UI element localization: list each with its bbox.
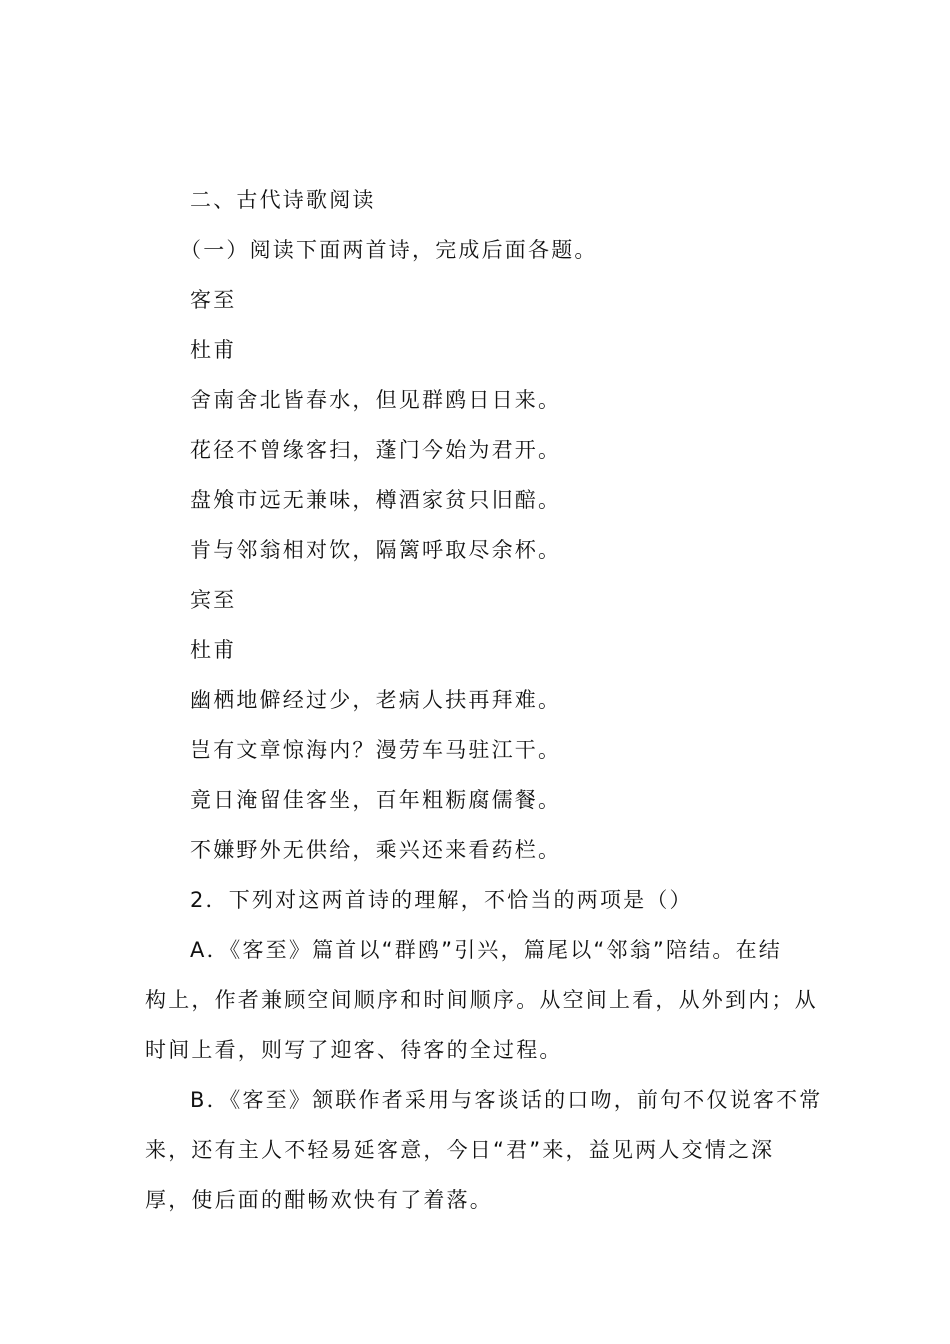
option-a-line: 构上，作者兼顾空间顺序和时间顺序。从空间上看，从外到内；从 bbox=[145, 988, 818, 1012]
option-a-line: A．《客至》篇首以“群鸥”引兴，篇尾以“邻翁”陪结。在结 bbox=[190, 938, 782, 962]
poem1-line: 肯与邻翁相对饮，隔篱呼取尽余杯。 bbox=[190, 538, 562, 562]
poem1-line: 花径不曾缘客扫，蓬门今始为君开。 bbox=[190, 438, 562, 462]
poem2-line: 竟日淹留佳客坐，百年粗粝腐儒餐。 bbox=[190, 788, 562, 812]
poem2-author: 杜甫 bbox=[190, 638, 237, 662]
poem2-line: 不嫌野外无供给，乘兴还来看药栏。 bbox=[190, 838, 562, 862]
poem1-title: 客至 bbox=[190, 288, 237, 312]
question-stem: 2．下列对这两首诗的理解，不恰当的两项是（） bbox=[190, 888, 693, 912]
option-b-line: B．《客至》颔联作者采用与客谈话的口吻，前句不仅说客不常 bbox=[190, 1088, 823, 1112]
instruction: （一）阅读下面两首诗，完成后面各题。 bbox=[180, 238, 598, 262]
poem2-title: 宾至 bbox=[190, 588, 237, 612]
poem1-line: 盘飧市远无兼味，樽酒家贫只旧醅。 bbox=[190, 488, 562, 512]
poem1-line: 舍南舍北皆春水，但见群鸥日日来。 bbox=[190, 388, 562, 412]
poem1-author: 杜甫 bbox=[190, 338, 237, 362]
poem2-line: 岂有文章惊海内？漫劳车马驻江干。 bbox=[190, 738, 562, 762]
option-b-line: 来，还有主人不轻易延客意，今日“君”来，益见两人交情之深 bbox=[145, 1138, 775, 1162]
option-a-line: 时间上看，则写了迎客、待客的全过程。 bbox=[145, 1038, 563, 1062]
option-b-line: 厚，使后面的酣畅欢快有了着落。 bbox=[145, 1188, 493, 1212]
section-heading: 二、古代诗歌阅读 bbox=[190, 188, 376, 212]
poem2-line: 幽栖地僻经过少，老病人扶再拜难。 bbox=[190, 688, 562, 712]
